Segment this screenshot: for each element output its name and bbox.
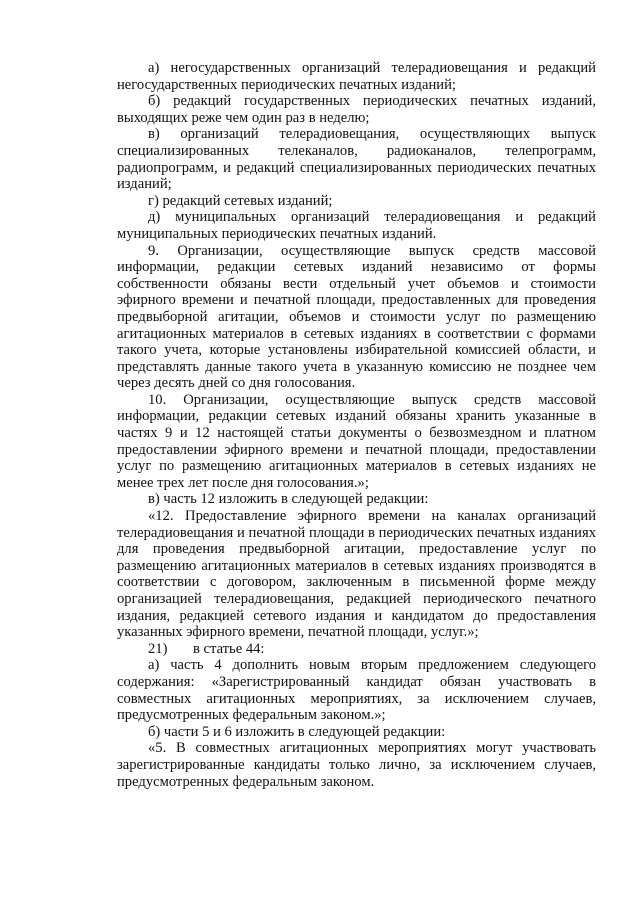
document-page <box>117 60 596 790</box>
paragraph-a-part-4: а) часть 4 дополнить новым вторым предложением следующего содержания: «Зарегистрированный кандидат обязан участвовать в совместных агитационных мероприятиях, за исключением случаев, предусмотренных федеральным законом.»; <box>117 657 596 724</box>
paragraph-5-joint-events: «5. В совместных агитационных мероприятиях могут участвовать зарегистрированные кандидаты только лично, за исключением случаев, предусмотренных федеральным законом. <box>117 740 596 790</box>
paragraph-v-specialized: в) организаций телерадиовещания, осуществляющих выпуск специализированных телеканалов, радиоканалов, телепрограмм, радиопрограмм, и редакций специализированных периодических печатных изданий; <box>117 126 596 193</box>
paragraph-21-article-44: 21) в статье 44: <box>148 640 265 657</box>
paragraph-b-parts-5-6: б) части 5 и 6 изложить в следующей редакции: <box>148 723 446 740</box>
paragraph-10-storage: 10. Организации, осуществляющие выпуск средств массовой информации, редакции сетевых изданий обязаны хранить указанные в частях 9 и 12 настоящей статьи документы о безвозмездном и платном предоставлении эфирного времени и печатной площади, предоставлении услуг по размещению агитационных материалов в сетевых изданиях не менее трех лет после дня голосования.»; <box>117 391 596 491</box>
paragraph-a-nongovernmental: а) негосударственных организаций телерадиовещания и редакций негосударственных периодических печатных изданий; <box>117 60 596 93</box>
paragraph-v-part-12: в) часть 12 изложить в следующей редакции: <box>148 491 429 508</box>
paragraph-b-state-periodicals: б) редакций государственных периодических печатных изданий, выходящих реже чем один раз в неделю; <box>117 93 596 126</box>
paragraph-d-municipal: д) муниципальных организаций телерадиовещания и редакций муниципальных периодических печатных изданий. <box>117 209 596 242</box>
paragraph-9-accounting: 9. Организации, осуществляющие выпуск средств массовой информации, редакции сетевых изданий независимо от формы собственности обязаны вести отдельный учет объемов и стоимости эфирного времени и печатной площади, предоставленных для проведения предвыборной агитации, объемов и стоимости услуг по размещению агитационных материалов в сетевых изданиях в соответствии с формами такого учета, которые установлены избирательной комиссией области, и представлять данные такого учета в указанную комиссию не позднее чем через десять дней со дня голосования. <box>117 242 596 392</box>
paragraph-g-network: г) редакций сетевых изданий; <box>148 192 333 209</box>
paragraph-12-provision: «12. Предоставление эфирного времени на каналах организаций телерадиовещания и печатной площади в периодических печатных изданиях для проведения предвыборной агитации, предоставление услуг по размещению агитационных материалов в сетевых изданиях производятся в соответствии с договором, заключенным в письменной форме между организацией телерадиовещания, редакцией периодического печатного издания, редакцией сетевого издания и кандидатом до предоставления указанных эфирного времени, печатной площади, услуг.»; <box>117 508 596 641</box>
